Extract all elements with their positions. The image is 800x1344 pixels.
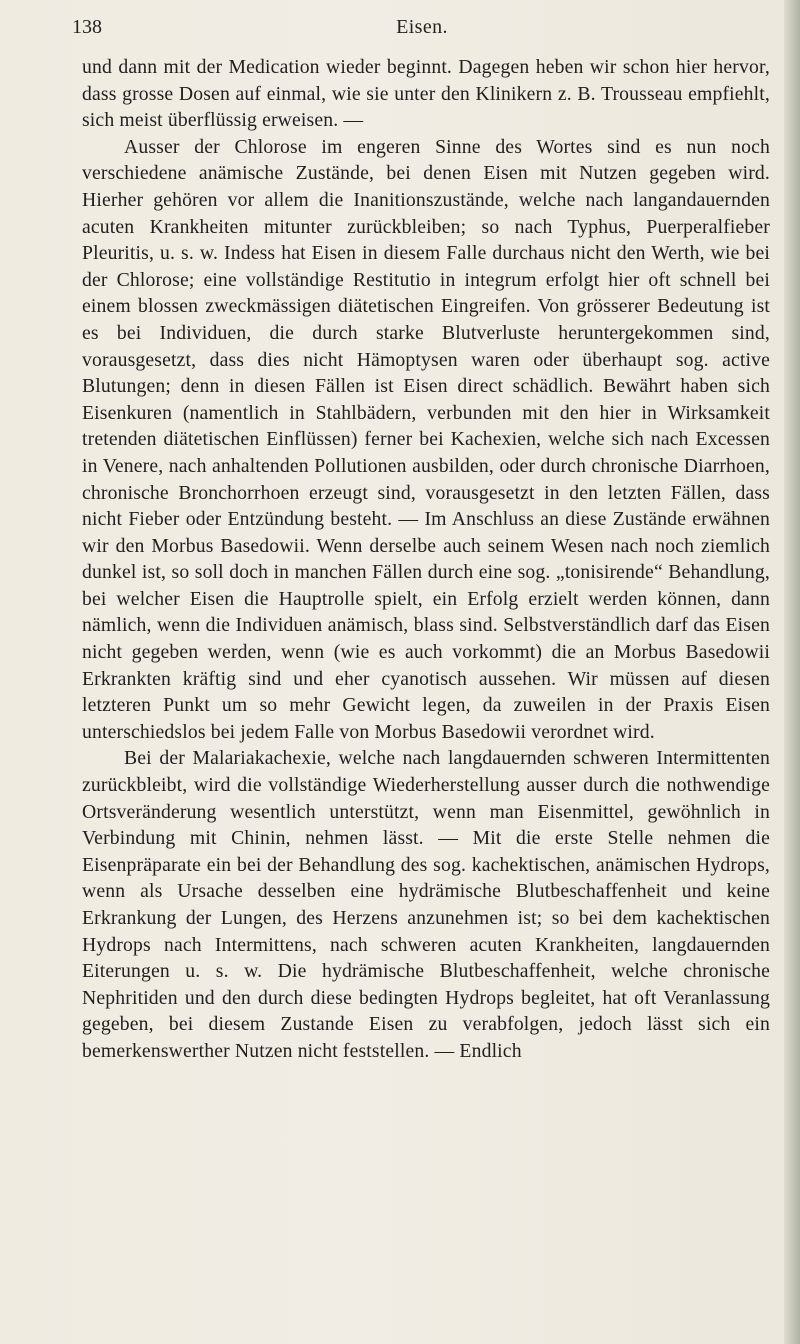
paragraph-anemic-states: Ausser der Chlorose im engeren Sinne des Wortes sind es nun noch verschiedene anämische Zustände, bei denen Eisen mit Nutzen gegeben wird. Hierher gehören vor allem die Inanitionszustände, welche nach langandauernden acuten Krankheiten mitunter zurückbleiben; so nach Typhus, Puerperalfieber Pleuritis, u. s. w. Indess hat Eisen in diesem Falle durchaus nicht den Werth, wie bei der Chlorose; eine vollständige Restitutio in integrum erfolgt hier oft schnell bei einem blossen zweckmässigen diätetischen Eingreifen. Von grösserer Bedeutung ist es bei Individuen, die durch starke Blutverluste heruntergekommen sind, vorausgesetzt, dass dies nicht Hämoptysen waren oder überhaupt sog. active Blutungen; denn in diesen Fällen ist Eisen direct schädlich. Bewährt haben sich Eisenkuren (namentlich in Stahlbädern, verbunden mit den hier in Wirksamkeit tretenden diätetischen Einflüssen) ferner bei Kachexien, welche sich nach Excessen in Venere, nach anhaltenden Pollutionen ausbilden, oder durch chronische Diarrhoen, chronische Bronchorrhoen erzeugt sind, vorausgesetzt in den letzten Fällen, dass nicht Fieber oder Entzündung besteht. — Im Anschluss an diese Zustände erwähnen wir den Morbus Basedowii. Wenn derselbe auch seinem Wesen nach noch ziemlich dunkel ist, so soll doch in manchen Fällen durch eine sog. „tonisirende“ Behandlung, bei welcher Eisen die Hauptrolle spielt, ein Erfolg erzielt werden können, dann nämlich, wenn die Individuen anämisch, blass sind. Selbstverständlich darf das Eisen nicht gegeben werden, wenn (wie es auch vorkommt) die an Morbus Basedowii Erkrankten kräftig sind und eher cyanotisch aussehen. Wir müssen auf diesen letzteren Punkt um so mehr Gewicht legen, da zuweilen in der Praxis Eisen unterschiedslos bei jedem Falle von Morbus Basedowii verordnet wird. [82, 135, 770, 743]
page-header [72, 14, 772, 48]
paragraph-continuation: und dann mit der Medication wieder beginnt. Dagegen heben wir schon hier hervor, dass grosse Dosen auf einmal, wie sie unter den Klinikern z. B. Trousseau empfiehlt, sich meist überflüssig erweisen. — [82, 56, 770, 132]
body-text [82, 54, 770, 1065]
page-edge [784, 0, 800, 1344]
page-number: 138 [72, 16, 102, 38]
paragraph-malaria-cachexia: Bei der Malariakachexie, welche nach langdauernden schweren Intermittenten zurückbleibt, wird die vollständige Wiederherstellung ausser durch die nothwendige Ortsveränderung wesentlich unterstützt, wenn man Eisenmittel, gewöhnlich in Verbindung mit Chinin, nehmen lässt. — Mit die erste Stelle nehmen die Eisenpräparate ein bei der Behandlung des sog. kachektischen, anämischen Hydrops, wenn als Ursache desselben eine hydrämische Blutbeschaffenheit und keine Erkrankung der Lungen, des Herzens anzunehmen ist; so bei dem kachektischen Hydrops nach Intermittens, nach schweren acuten Krankheiten, langdauernden Eiterungen u. s. w. Die hydrämische Blutbeschaffenheit, welche chronische Nephritiden und den durch diese bedingten Hydrops begleitet, hat oft Veranlassung gegeben, bei diesem Zustande Eisen zu verabfolgen, jedoch lässt sich ein bemerkenswerther Nutzen nicht feststellen. — Endlich [82, 747, 770, 1062]
running-head: Eisen. [396, 16, 448, 38]
